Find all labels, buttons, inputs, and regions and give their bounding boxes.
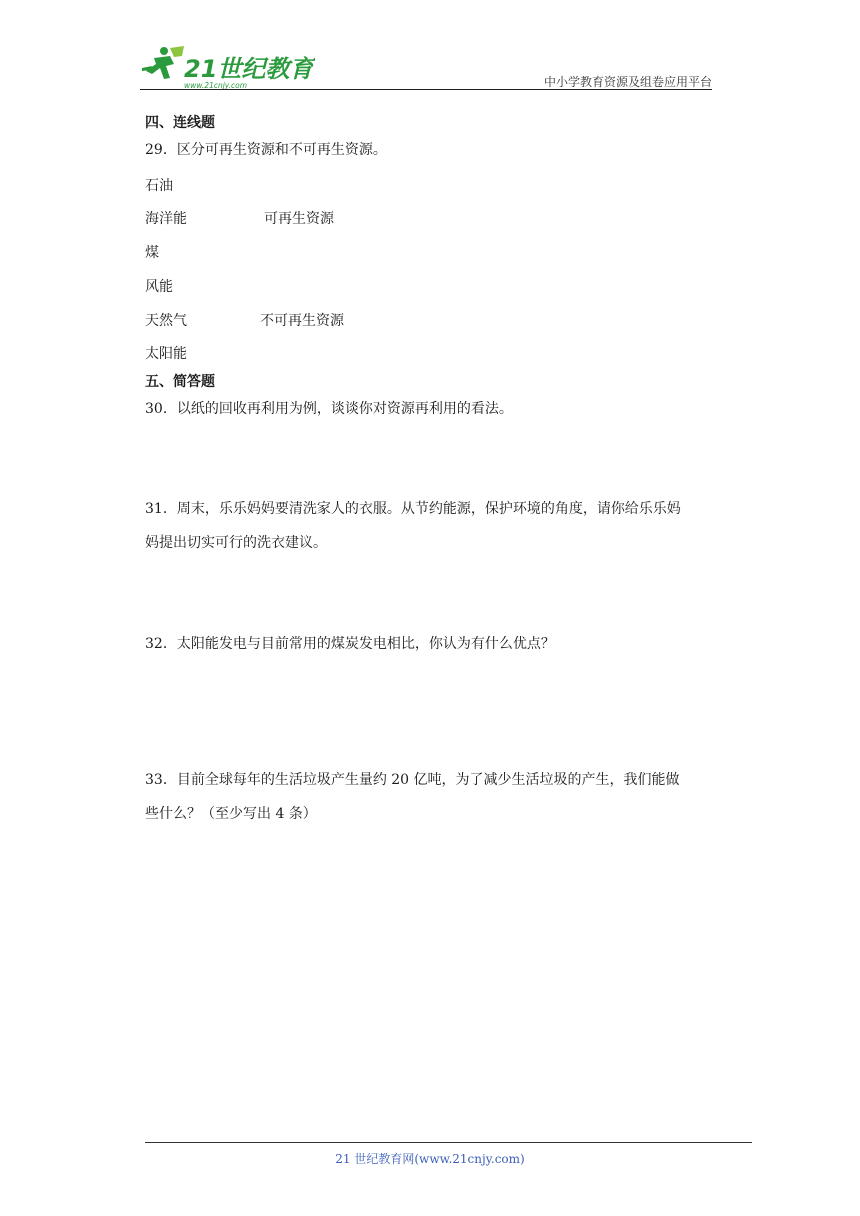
question-31-line-2: 妈提出切实可行的洗衣建议。 [145, 535, 327, 551]
question-33-line-1: 33．目前全球每年的生活垃圾产生量约 20 亿吨，为了减少生活垃圾的产生，我们能做 [145, 772, 680, 788]
resource-item-1: 石油 [145, 178, 173, 194]
category-nonrenewable: 不可再生资源 [260, 313, 344, 329]
question-29: 29．区分可再生资源和不可再生资源。 [145, 142, 387, 158]
resource-item-5: 天然气 [145, 313, 187, 329]
section-title-short-answer: 五、简答题 [145, 374, 215, 390]
svg-text:www.21cnjy.com: www.21cnjy.com [184, 81, 248, 90]
question-30: 30．以纸的回收再利用为例，谈谈你对资源再利用的看法。 [145, 401, 513, 417]
resource-item-3: 煤 [145, 245, 159, 261]
question-32: 32．太阳能发电与目前常用的煤炭发电相比，你认为有什么优点？ [145, 636, 555, 652]
resource-item-2: 海洋能 [145, 211, 187, 227]
svg-text:21世纪教育: 21世纪教育 [184, 55, 314, 83]
question-33-line-2: 些什么？（至少写出 4 条） [145, 806, 317, 822]
site-logo [140, 44, 315, 90]
footer-divider [145, 1142, 752, 1143]
footer-site-link[interactable]: 21 世纪教育网(www.21cnjy.com) [335, 1152, 525, 1166]
category-renewable: 可再生资源 [264, 211, 334, 227]
platform-name: 中小学教育资源及组卷应用平台 [543, 75, 712, 89]
header-divider [140, 89, 712, 90]
question-31-line-1: 31．周末，乐乐妈妈要清洗家人的衣服。从节约能源，保护环境的角度，请你给乐乐妈 [145, 501, 681, 517]
resource-item-6: 太阳能 [145, 346, 187, 362]
section-title-matching: 四、连线题 [145, 115, 215, 131]
resource-item-4: 风能 [145, 279, 173, 295]
